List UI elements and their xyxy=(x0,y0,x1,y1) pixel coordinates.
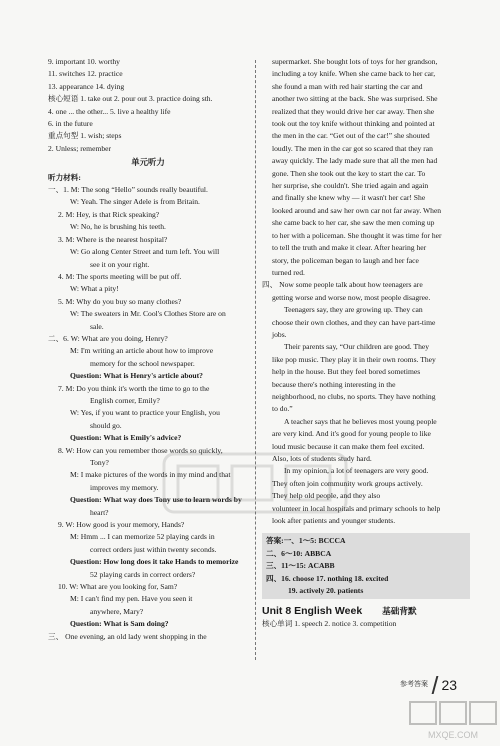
passage-line: because there's nothing interesting in the xyxy=(272,379,396,389)
unit-title: Unit 8 English Week xyxy=(262,605,363,618)
passage-line: neighborhood, no clubs, no sports. They have nothing xyxy=(272,391,436,401)
answer-box xyxy=(262,533,470,599)
passage-line: Also, lots of students study hard. xyxy=(272,454,372,463)
dialogue-line: 10. W: What are you looking for, Sam? xyxy=(58,582,178,592)
text-line: 4. one ... the other... 5. live a healthy life xyxy=(48,106,171,116)
dialogue-line: 8. W: How can you remember those words so quickly, xyxy=(58,445,223,455)
story-line: looked around and saw her own car not far away. When xyxy=(272,205,442,215)
dialogue-line: W: No, he is brushing his teeth. xyxy=(70,222,166,232)
text-line: 11. switches 12. practice xyxy=(48,69,123,79)
page-number: 23 xyxy=(441,676,458,693)
question-line: Question: How long does it take Hands to memorize xyxy=(70,557,239,567)
dialogue-line: 7. M: Do you think it's worth the time to go to the xyxy=(58,383,210,393)
dialogue-line: 52 playing cards in correct orders? xyxy=(90,569,196,579)
section-title: 单元听力 xyxy=(131,158,165,168)
unit-subtitle: 基础背默 xyxy=(382,606,417,617)
text-line: 核心短语 1. take out 2. pour out 3. practice doing sth. xyxy=(48,94,213,104)
dialogue-line: 4. M: The sports meeting will be put off. xyxy=(58,271,182,281)
passage-line: They often join community work groups actively. xyxy=(272,478,423,488)
dialogue-line: M: Hmm ... I can memorize 52 playing cards in xyxy=(70,532,215,542)
story-line: realized that they would drive her car away. Then she xyxy=(272,106,435,116)
answer-line: 二、6～10: ABBCA xyxy=(266,548,332,558)
dialogue-line: Tony? xyxy=(90,458,109,467)
answer-line: 答案:一、1～5: BCCCA xyxy=(266,536,346,546)
passage-line: are very kind. And it's good for young people to like xyxy=(272,429,431,439)
dialogue-line: W: The sweaters in Mr. Cool's Clothes Store are on xyxy=(70,309,226,319)
footer-label: 参考答案 xyxy=(400,680,428,688)
text-line: 6. in the future xyxy=(48,119,93,129)
passage-line: to do.” xyxy=(272,404,293,414)
dialogue-line: improves my memory. xyxy=(90,482,159,492)
story-line: loudly. The men in the car got so scared that they ran xyxy=(272,143,433,153)
story-line: including a toy knife. When she came back to her car, xyxy=(272,69,436,79)
dialogue-line: 3. M: Where is the nearest hospital? xyxy=(58,234,168,244)
passage-line: loud music because it can make them feel excited. xyxy=(272,441,425,451)
story-line: to tell the truth and make it clear. After hearing her xyxy=(272,243,427,253)
dialogue-line: correct orders just within twenty seconds. xyxy=(90,544,217,554)
column-divider xyxy=(255,60,256,660)
dialogue-line: memory for the school newspaper. xyxy=(90,358,195,368)
page-footer xyxy=(400,676,457,694)
watermark-stamp-icon xyxy=(160,448,350,518)
text-line: 2. Unless; remember xyxy=(48,143,112,153)
dialogue-line: 一、1. M: The song “Hello” sounds really beautiful. xyxy=(48,185,208,195)
passage-line: look after patients and younger students. xyxy=(272,516,396,526)
story-line: another two sitting at the back. She was surprised. She xyxy=(272,94,438,104)
answer-line: 19. actively 20. patients xyxy=(288,586,364,596)
dialogue-line: anywhere, Mary? xyxy=(90,606,144,616)
dialogue-line: sale. xyxy=(90,321,104,331)
dialogue-line: see it on your right. xyxy=(90,259,150,269)
passage-line: help in the house. But they feel bored sometimes xyxy=(272,367,421,377)
passage-line: getting worse and worse now, most people disagree. xyxy=(272,292,431,302)
story-line: she came back to her car, she saw the men coming up xyxy=(272,218,435,228)
question-line: Question: What way does Tony use to learn words by xyxy=(70,495,242,505)
passage-line: 四、 Now some people talk about how teenagers are xyxy=(262,280,423,290)
story-line: her surprise, she couldn't. She tried again and again xyxy=(272,181,429,191)
passage-line: choose their own clothes, and they can have part-time xyxy=(272,317,436,327)
dialogue-line: M: I'm writing an article about how to improve xyxy=(70,346,214,356)
left-column xyxy=(48,56,248,643)
dialogue-line: English corner, Emily? xyxy=(90,395,160,405)
right-column xyxy=(262,56,474,630)
text-line: 重点句型 1. wish; steps xyxy=(48,131,122,141)
question-line: Question: What is Emily's advice? xyxy=(70,433,182,443)
passage-line: They help old people, and they also xyxy=(272,491,381,501)
unit-header xyxy=(262,605,474,617)
answer-line: 三、11～15: ACABB xyxy=(266,561,335,571)
story-line: away quickly. The lady made sure that all the men had xyxy=(272,156,438,166)
dialogue-line: 5. M: Why do you buy so many clothes? xyxy=(58,296,182,306)
passage-line: Their parents say, “Our children are good. They xyxy=(284,342,430,352)
dialogue-line: M: I make pictures of the words in my mind and that xyxy=(70,470,231,480)
dialogue-line: 二、6. W: What are you doing, Henry? xyxy=(48,333,168,343)
story-line: to her with a policeman. She thought it was time for her xyxy=(272,230,442,240)
material-label: 听力材料: xyxy=(48,172,81,182)
passage-line: Teenagers say, they are growing up. They can xyxy=(284,305,423,315)
dialogue-line: 2. M: Hey, is that Rick speaking? xyxy=(58,209,160,219)
question-line: Question: What is Henry's article about? xyxy=(70,371,203,381)
story-line: the men in the car. “Get out of the car!” she shouted xyxy=(272,131,430,141)
dialogue-line: should go. xyxy=(90,420,122,430)
text-line: 9. important 10. worthy xyxy=(48,57,120,66)
story-line: and finally she knew why — it wasn't her car! She xyxy=(272,193,426,203)
dialogue-line: 9. W: How good is your memory, Hands? xyxy=(58,520,185,530)
dialogue-line: W: What a pity! xyxy=(70,284,119,294)
dialogue-line: W: Yes, if you want to practice your English, you xyxy=(70,408,220,418)
story-line: supermarket. She bought lots of toys for her grandson, xyxy=(272,57,438,66)
story-line: story, the policeman began to laugh and her face xyxy=(272,255,419,265)
story-line: took out the toy knife without thinking and pointed at xyxy=(272,119,435,129)
passage-line: A teacher says that he believes most young people xyxy=(284,416,437,426)
story-line: gone. Then she took out the key to start the car. To xyxy=(272,168,426,178)
dialogue-line: 三、 One evening, an old lady went shopping in the xyxy=(48,631,207,641)
passage-line: In my opinion, a lot of teenagers are very good. xyxy=(284,466,429,476)
dialogue-line: W: Go along Center Street and turn left. You will xyxy=(70,247,220,257)
story-line: turned red. xyxy=(272,267,305,277)
question-line: Question: What is Sam doing? xyxy=(70,619,169,629)
dialogue-line: heart? xyxy=(90,507,109,517)
passage-line: volunteer in local hospitals and primary schools to help xyxy=(272,503,441,513)
dialogue-line: M: I can't find my pen. Have you seen it xyxy=(70,594,193,604)
dialogue-line: W: Yeah. The singer Adele is from Britain. xyxy=(70,197,200,207)
watermark-logo-icon xyxy=(408,700,498,744)
text-line: 13. appearance 14. dying xyxy=(48,81,125,91)
watermark-text: MXQE.COM xyxy=(427,730,479,740)
passage-line: like pop music. They play it in their own rooms. They xyxy=(272,354,436,364)
footer-divider xyxy=(432,676,438,694)
story-line: she found a man with red hair starting the car and xyxy=(272,81,423,91)
passage-line: jobs. xyxy=(272,329,287,339)
vocab-line: 核心单词 1. speech 2. notice 3. competition xyxy=(262,618,397,628)
answer-line: 四、16. choose 17. nothing 18. excited xyxy=(266,573,389,583)
